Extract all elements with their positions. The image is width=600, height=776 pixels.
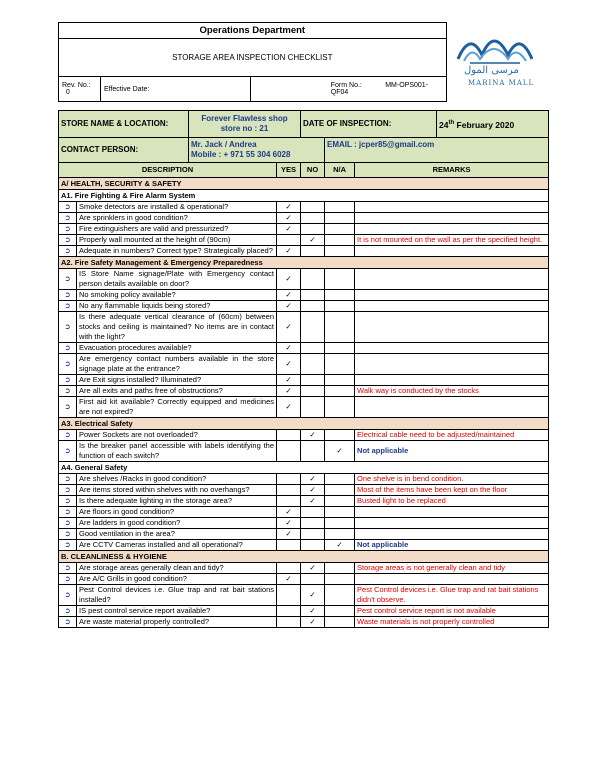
item-remark	[355, 529, 549, 540]
col-yes: YES	[277, 163, 301, 178]
bullet-arrow-icon: ➲	[59, 585, 77, 606]
checklist-row	[59, 397, 549, 418]
checklist-row	[59, 354, 549, 375]
item-description: Are A/C Grills in good condition?	[77, 574, 277, 585]
answer-no-cell[interactable]	[301, 430, 325, 441]
answer-na-cell[interactable]	[325, 474, 355, 485]
answer-na-cell[interactable]	[325, 269, 355, 290]
item-remark	[355, 518, 549, 529]
answer-no-cell[interactable]	[301, 246, 325, 257]
section-header	[59, 418, 549, 430]
item-description: Is there adequate vertical clearance of (60cm) between stocks and ceiling is maintained? No items are in contact with the light?	[77, 312, 277, 343]
item-description: Fire extinguishers are valid and pressurized?	[77, 224, 277, 235]
subsection-header	[59, 190, 549, 202]
section-header	[59, 178, 549, 190]
check-mark-icon: ✓	[309, 606, 316, 615]
bullet-arrow-icon: ➲	[59, 540, 77, 551]
item-description: IS pest control service report available?	[77, 606, 277, 617]
rev-value: 0	[65, 89, 70, 96]
check-mark-icon: ✓	[309, 563, 316, 572]
bullet-arrow-icon: ➲	[59, 354, 77, 375]
item-remark	[355, 301, 549, 312]
answer-na-cell[interactable]	[325, 430, 355, 441]
item-description: Properly wall mounted at the height of (90cm)	[77, 235, 277, 246]
answer-no-cell[interactable]	[301, 485, 325, 496]
item-description: IS Store Name signage/Plate with Emergency contact person details available on door?	[77, 269, 277, 290]
answer-yes-cell[interactable]	[277, 343, 301, 354]
item-description: No smoking policy available?	[77, 290, 277, 301]
answer-no-cell[interactable]	[301, 606, 325, 617]
check-mark-icon: ✓	[285, 202, 292, 211]
answer-na-cell[interactable]	[325, 375, 355, 386]
item-remark	[355, 507, 549, 518]
answer-na-cell[interactable]	[325, 507, 355, 518]
answer-na-cell[interactable]	[325, 518, 355, 529]
form-no-label: Form No.:	[330, 82, 362, 89]
check-mark-icon: ✓	[285, 529, 292, 538]
checklist-row	[59, 529, 549, 540]
item-remark	[355, 202, 549, 213]
date-rest: February 2020	[454, 119, 515, 130]
answer-yes-cell[interactable]	[277, 386, 301, 397]
item-description: Are ladders in good condition?	[77, 518, 277, 529]
answer-yes-cell[interactable]	[277, 507, 301, 518]
answer-na-cell[interactable]	[325, 386, 355, 397]
check-mark-icon: ✓	[309, 590, 316, 599]
item-remark	[355, 290, 549, 301]
item-remark: Most of the items have been kept on the floor	[355, 485, 549, 496]
answer-yes-cell[interactable]	[277, 496, 301, 507]
section-header	[59, 257, 549, 269]
checklist-row	[59, 224, 549, 235]
answer-no-cell[interactable]	[301, 375, 325, 386]
answer-na-cell[interactable]	[325, 235, 355, 246]
check-mark-icon: ✓	[285, 224, 292, 233]
checklist-row	[59, 563, 549, 574]
check-mark-icon: ✓	[285, 343, 292, 352]
checklist-row	[59, 430, 549, 441]
item-description: Adequate in numbers? Correct type? Strategically placed?	[77, 246, 277, 257]
col-remarks: REMARKS	[355, 163, 549, 178]
bullet-arrow-icon: ➲	[59, 269, 77, 290]
section-header	[59, 551, 549, 563]
answer-na-cell[interactable]	[325, 312, 355, 343]
check-mark-icon: ✓	[309, 235, 316, 244]
check-mark-icon: ✓	[309, 474, 316, 483]
check-mark-icon: ✓	[285, 359, 292, 368]
check-mark-icon: ✓	[285, 574, 292, 583]
section-title: A2. Fire Safety Management & Emergency Preparedness	[59, 257, 549, 269]
section-title: A/ HEALTH, SECURITY & SAFETY	[59, 178, 549, 190]
answer-na-cell[interactable]	[325, 574, 355, 585]
checklist-row	[59, 585, 549, 606]
answer-no-cell[interactable]	[301, 224, 325, 235]
answer-no-cell[interactable]	[301, 507, 325, 518]
form-no-value: MM-OPS001-QF04	[330, 82, 429, 96]
checklist-row	[59, 540, 549, 551]
answer-yes-cell[interactable]	[277, 354, 301, 375]
checklist-row	[59, 290, 549, 301]
check-mark-icon: ✓	[285, 301, 292, 310]
item-remark	[355, 224, 549, 235]
checklist-row	[59, 441, 549, 462]
check-mark-icon: ✓	[285, 507, 292, 516]
answer-yes-cell[interactable]	[277, 529, 301, 540]
col-description: DESCRIPTION	[59, 163, 277, 178]
contact-name: Mr. Jack / Andrea	[191, 140, 257, 149]
answer-yes-cell[interactable]	[277, 235, 301, 246]
answer-no-cell[interactable]	[301, 441, 325, 462]
answer-no-cell[interactable]	[301, 617, 325, 628]
checklist-row	[59, 474, 549, 485]
contact-value	[189, 138, 325, 163]
checklist-table	[58, 110, 549, 628]
check-mark-icon: ✓	[309, 430, 316, 439]
bullet-arrow-icon: ➲	[59, 397, 77, 418]
item-description: Smoke detectors are installed & operational?	[77, 202, 277, 213]
item-remark	[355, 269, 549, 290]
bullet-arrow-icon: ➲	[59, 563, 77, 574]
item-remark: It is not mounted on the wall as per the specified height.	[355, 235, 549, 246]
check-mark-icon: ✓	[285, 518, 292, 527]
checklist-row	[59, 213, 549, 224]
answer-na-cell[interactable]	[325, 224, 355, 235]
item-description: Are shelves /Racks in good condition?	[77, 474, 277, 485]
item-remark	[355, 574, 549, 585]
answer-no-cell[interactable]	[301, 496, 325, 507]
rev-cell	[59, 77, 101, 102]
answer-yes-cell[interactable]	[277, 397, 301, 418]
answer-no-cell[interactable]	[301, 312, 325, 343]
logo-english-text: MARINA MALL	[468, 79, 535, 87]
check-mark-icon: ✓	[309, 496, 316, 505]
item-description: Are sprinklers in good condition?	[77, 213, 277, 224]
answer-no-cell[interactable]	[301, 540, 325, 551]
item-description: Are all exits and paths free of obstructions?	[77, 386, 277, 397]
answer-na-cell[interactable]	[325, 563, 355, 574]
item-remark	[355, 375, 549, 386]
checklist-title: STORAGE AREA INSPECTION CHECKLIST	[59, 39, 447, 77]
effective-date-label: Effective Date:	[103, 85, 150, 93]
section-title: A3. Electrical Safety	[59, 418, 549, 430]
bullet-arrow-icon: ➲	[59, 213, 77, 224]
answer-yes-cell[interactable]	[277, 269, 301, 290]
answer-na-cell[interactable]	[325, 343, 355, 354]
item-description: Power Sockets are not overloaded?	[77, 430, 277, 441]
bullet-arrow-icon: ➲	[59, 430, 77, 441]
check-mark-icon: ✓	[285, 375, 292, 384]
item-remark: Not applicable	[355, 441, 549, 462]
contact-mobile: Mobile : + 971 55 304 6028	[191, 150, 291, 159]
item-remark: Electrical cable need to be adjusted/maintained	[355, 430, 549, 441]
answer-yes-cell[interactable]	[277, 312, 301, 343]
wave-roof-icon	[450, 25, 540, 67]
item-remark	[355, 354, 549, 375]
item-remark: Storage areas is not generally clean and tidy	[355, 563, 549, 574]
item-description: Is the breaker panel accessible with labels identifying the function of each switch?	[77, 441, 277, 462]
bullet-arrow-icon: ➲	[59, 474, 77, 485]
checklist-row	[59, 386, 549, 397]
check-mark-icon: ✓	[285, 213, 292, 222]
answer-no-cell[interactable]	[301, 529, 325, 540]
check-mark-icon: ✓	[285, 386, 292, 395]
contact-email: EMAIL : jcper85@gmail.com	[325, 138, 549, 163]
bullet-arrow-icon: ➲	[59, 343, 77, 354]
item-description: Are Exit signs installed? Illuminated?	[77, 375, 277, 386]
subsection-header	[59, 462, 549, 474]
rev-label: Rev. No.:	[62, 82, 91, 89]
item-remark	[355, 213, 549, 224]
bullet-arrow-icon: ➲	[59, 518, 77, 529]
answer-na-cell[interactable]	[325, 496, 355, 507]
checklist-row	[59, 202, 549, 213]
column-header-row	[59, 163, 549, 178]
answer-no-cell[interactable]	[301, 301, 325, 312]
bullet-arrow-icon: ➲	[59, 529, 77, 540]
answer-yes-cell[interactable]	[277, 474, 301, 485]
answer-yes-cell[interactable]	[277, 585, 301, 606]
bullet-arrow-icon: ➲	[59, 617, 77, 628]
date-sup: th	[448, 120, 455, 127]
col-no: NO	[301, 163, 325, 178]
answer-na-cell[interactable]	[325, 540, 355, 551]
answer-yes-cell[interactable]	[277, 246, 301, 257]
answer-no-cell[interactable]	[301, 235, 325, 246]
answer-yes-cell[interactable]	[277, 375, 301, 386]
check-mark-icon: ✓	[285, 402, 292, 411]
item-remark	[355, 343, 549, 354]
bullet-arrow-icon: ➲	[59, 235, 77, 246]
answer-yes-cell[interactable]	[277, 606, 301, 617]
check-mark-icon: ✓	[336, 540, 343, 549]
checklist-row	[59, 235, 549, 246]
answer-no-cell[interactable]	[301, 585, 325, 606]
item-remark: Pest control service report is not available	[355, 606, 549, 617]
answer-yes-cell[interactable]	[277, 290, 301, 301]
answer-yes-cell[interactable]	[277, 301, 301, 312]
bullet-arrow-icon: ➲	[59, 441, 77, 462]
item-description: Pest Control devices i.e. Glue trap and rat bait stations installed?	[77, 585, 277, 606]
bullet-arrow-icon: ➲	[59, 496, 77, 507]
date-label: DATE OF INSPECTION:	[301, 111, 437, 138]
bullet-arrow-icon: ➲	[59, 574, 77, 585]
checklist-row	[59, 269, 549, 290]
item-remark: Walk way is conducted by the stocks	[355, 386, 549, 397]
answer-yes-cell[interactable]	[277, 540, 301, 551]
checklist-row	[59, 301, 549, 312]
col-na: N/A	[325, 163, 355, 178]
check-mark-icon: ✓	[309, 485, 316, 494]
answer-no-cell[interactable]	[301, 386, 325, 397]
check-mark-icon: ✓	[285, 246, 292, 255]
logo-arabic-text: مرسى المول	[464, 65, 519, 76]
answer-yes-cell[interactable]	[277, 430, 301, 441]
checklist-row	[59, 485, 549, 496]
answer-na-cell[interactable]	[325, 354, 355, 375]
item-remark	[355, 397, 549, 418]
check-mark-icon: ✓	[309, 617, 316, 626]
checklist-row	[59, 496, 549, 507]
checklist-row	[59, 606, 549, 617]
bullet-arrow-icon: ➲	[59, 301, 77, 312]
item-description: Evacuation procedures available?	[77, 343, 277, 354]
item-description: Are items stored within shelves with no overhangs?	[77, 485, 277, 496]
item-description: Are storage areas generally clean and tidy?	[77, 563, 277, 574]
answer-na-cell[interactable]	[325, 585, 355, 606]
item-remark: Not applicable	[355, 540, 549, 551]
bullet-arrow-icon: ➲	[59, 312, 77, 343]
contact-label: CONTACT PERSON:	[59, 138, 189, 163]
form-no-cell	[250, 77, 446, 102]
item-description: Are floors in good condition?	[77, 507, 277, 518]
item-remark: Waste materials is not properly controlled	[355, 617, 549, 628]
checklist-row	[59, 617, 549, 628]
answer-no-cell[interactable]	[301, 563, 325, 574]
item-description: First aid kit available? Correctly equipped and medicines are not expired?	[77, 397, 277, 418]
checklist-row	[59, 518, 549, 529]
bullet-arrow-icon: ➲	[59, 485, 77, 496]
bullet-arrow-icon: ➲	[59, 507, 77, 518]
item-description: Are CCTV Cameras installed and all operational?	[77, 540, 277, 551]
answer-na-cell[interactable]	[325, 441, 355, 462]
date-day: 24	[439, 119, 449, 130]
item-description: Are waste material properly controlled?	[77, 617, 277, 628]
date-value	[437, 111, 549, 138]
subsection-title: A1. Fire Fighting & Fire Alarm System	[59, 190, 549, 202]
answer-no-cell[interactable]	[301, 290, 325, 301]
item-remark: Busted light to be replaced	[355, 496, 549, 507]
item-description: Good ventilation in the area?	[77, 529, 277, 540]
check-mark-icon: ✓	[285, 274, 292, 283]
answer-yes-cell[interactable]	[277, 213, 301, 224]
answer-na-cell[interactable]	[325, 202, 355, 213]
item-remark	[355, 312, 549, 343]
check-mark-icon: ✓	[336, 446, 343, 455]
answer-no-cell[interactable]	[301, 269, 325, 290]
store-value: Forever Flawless shop store no : 21	[189, 111, 301, 138]
answer-no-cell[interactable]	[301, 474, 325, 485]
answer-yes-cell[interactable]	[277, 563, 301, 574]
answer-yes-cell[interactable]	[277, 441, 301, 462]
answer-yes-cell[interactable]	[277, 224, 301, 235]
answer-no-cell[interactable]	[301, 354, 325, 375]
checklist-row	[59, 574, 549, 585]
bullet-arrow-icon: ➲	[59, 375, 77, 386]
subsection-title: A4. General Safety	[59, 462, 549, 474]
check-mark-icon: ✓	[285, 322, 292, 331]
answer-yes-cell[interactable]	[277, 485, 301, 496]
answer-na-cell[interactable]	[325, 485, 355, 496]
department-title: Operations Department	[59, 23, 447, 39]
answer-yes-cell[interactable]	[277, 574, 301, 585]
bullet-arrow-icon: ➲	[59, 290, 77, 301]
answer-na-cell[interactable]	[325, 606, 355, 617]
item-remark: One shelve is in bend condition.	[355, 474, 549, 485]
answer-yes-cell[interactable]	[277, 518, 301, 529]
checklist-row	[59, 246, 549, 257]
bullet-arrow-icon: ➲	[59, 202, 77, 213]
bullet-arrow-icon: ➲	[59, 606, 77, 617]
answer-na-cell[interactable]	[325, 529, 355, 540]
answer-na-cell[interactable]	[325, 301, 355, 312]
answer-no-cell[interactable]	[301, 213, 325, 224]
check-mark-icon: ✓	[285, 290, 292, 299]
answer-no-cell[interactable]	[301, 574, 325, 585]
checklist-row	[59, 343, 549, 354]
bullet-arrow-icon: ➲	[59, 224, 77, 235]
item-description: Is there adequate lighting in the storage area?	[77, 496, 277, 507]
answer-na-cell[interactable]	[325, 246, 355, 257]
answer-na-cell[interactable]	[325, 213, 355, 224]
item-remark: Pest Control devices i.e. Glue trap and rat bait stations didn't observe.	[355, 585, 549, 606]
effective-date-cell	[100, 77, 250, 102]
item-remark	[355, 246, 549, 257]
bullet-arrow-icon: ➲	[59, 246, 77, 257]
answer-yes-cell[interactable]	[277, 617, 301, 628]
answer-na-cell[interactable]	[325, 617, 355, 628]
answer-no-cell[interactable]	[301, 343, 325, 354]
section-title: B. CLEANLINESS & HYGIENE	[59, 551, 549, 563]
answer-no-cell[interactable]	[301, 397, 325, 418]
bullet-arrow-icon: ➲	[59, 386, 77, 397]
item-description: Are emergency contact numbers available in the store signage plate at the entrance?	[77, 354, 277, 375]
answer-yes-cell[interactable]	[277, 202, 301, 213]
checklist-row	[59, 312, 549, 343]
answer-na-cell[interactable]	[325, 290, 355, 301]
item-description: No any flammable liquids being stored?	[77, 301, 277, 312]
store-label: STORE NAME & LOCATION:	[59, 111, 189, 138]
marina-mall-logo	[450, 25, 540, 97]
contact-row	[59, 138, 549, 163]
answer-na-cell[interactable]	[325, 397, 355, 418]
checklist-row	[59, 507, 549, 518]
answer-no-cell[interactable]	[301, 518, 325, 529]
checklist-row	[59, 375, 549, 386]
answer-no-cell[interactable]	[301, 202, 325, 213]
store-row	[59, 111, 549, 138]
